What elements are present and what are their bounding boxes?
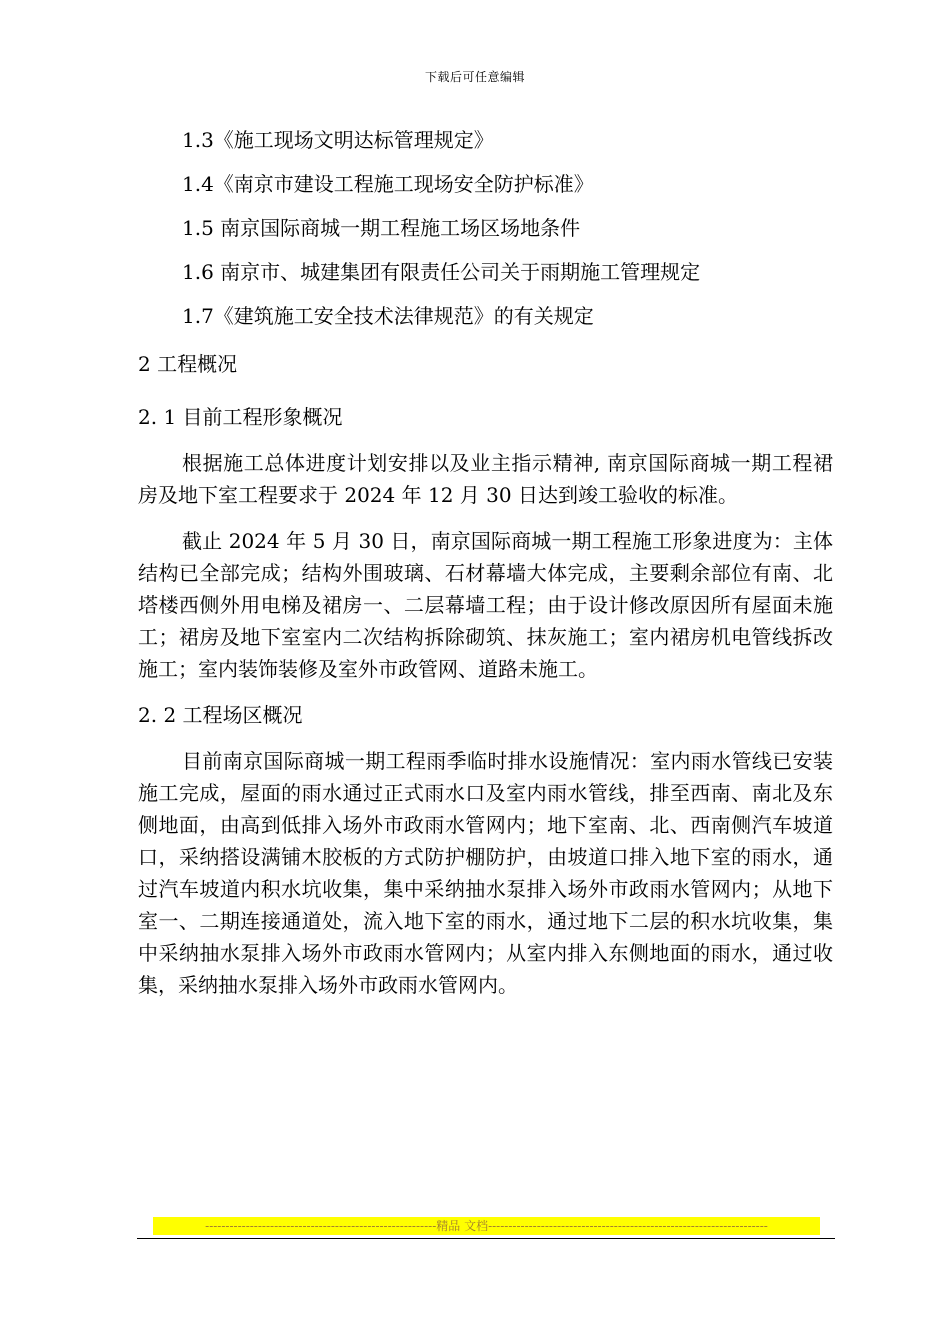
subsection-heading-2-2: 2. 2 工程场区概况 xyxy=(138,703,303,727)
reference-item-1-6: 1.6 南京市、城建集团有限责任公司关于雨期施工管理规定 xyxy=(182,260,701,284)
reference-item-1-4: 1.4《南京市建设工程施工现场安全防护标准》 xyxy=(182,172,594,196)
reference-item-1-3: 1.3《施工现场文明达标管理规定》 xyxy=(182,128,494,152)
reference-item-1-7: 1.7《建筑施工安全技术法律规范》的有关规定 xyxy=(182,304,594,328)
subsection-heading-2-1: 2. 1 目前工程形象概况 xyxy=(138,405,343,429)
paragraph-schedule: 根据施工总体进度计划安排以及业主指示精神, 南京国际商城一期工程裙房及地下室工程要求于 2024 年 12 月 30 日达到竣工验收的标准。 xyxy=(138,451,833,507)
document-body xyxy=(138,118,833,1001)
page-header-note: 下载后可任意编辑 xyxy=(424,70,525,84)
footer-watermark-bar: ---------------------------------------------------------精品 文档--------------------------------------------------------------------- xyxy=(153,1217,820,1235)
section-heading-2: 2 工程概况 xyxy=(138,352,238,376)
footer-divider xyxy=(137,1238,835,1239)
reference-item-1-5: 1.5 南京国际商城一期工程施工场区场地条件 xyxy=(182,216,581,240)
paragraph-progress: 截止 2024 年 5 月 30 日，南京国际商城一期工程施工形象进度为：主体结构已全部完成；结构外围玻璃、石材幕墙大体完成，主要剩余部位有南、北塔楼西侧外用电梯及裙房一、二层幕墙工程；由于设计修改原因所有屋面未施工；裙房及地下室室内二次结构拆除砌筑、抹灰施工；室内裙房机电管线拆改施工；室内装饰装修及室外市政管网、道路未施工。 xyxy=(138,529,833,681)
paragraph-site-drainage: 目前南京国际商城一期工程雨季临时排水设施情况：室内雨水管线已安装施工完成，屋面的雨水通过正式雨水口及室内雨水管线，排至西南、南北及东侧地面，由高到低排入场外市政雨水管网内；地下室南、北、西南侧汽车坡道口，采纳搭设满铺木胶板的方式防护棚防护，由坡道口排入地下室的雨水，通过汽车坡道内积水坑收集，集中采纳抽水泵排入场外市政雨水管网内；从地下室一、二期连接通道处，流入地下室的雨水，通过地下二层的积水坑收集，集中采纳抽水泵排入场外市政雨水管网内；从室内排入东侧地面的雨水，通过收集，采纳抽水泵排入场外市政雨水管网内。 xyxy=(138,749,833,997)
